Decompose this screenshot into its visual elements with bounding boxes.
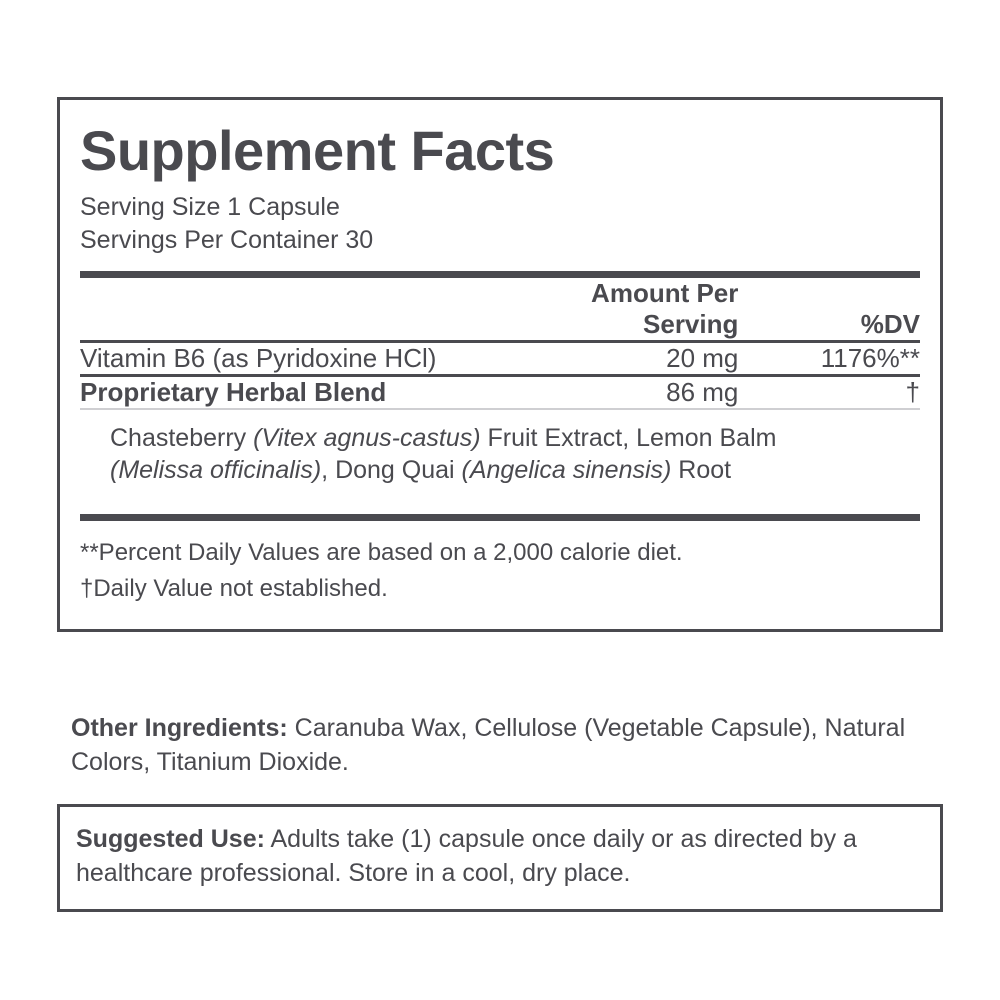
blend-text-4: Root <box>671 455 732 484</box>
blend-dv: † <box>905 376 920 407</box>
blend-text-1: Chasteberry <box>110 423 254 452</box>
serving-size: Serving Size 1 Capsule <box>80 192 340 221</box>
blend-italic-1: (Vitex agnus-castus) <box>253 423 481 452</box>
table-header-row <box>80 278 920 340</box>
divider-thick-bottom <box>80 514 920 521</box>
other-ingredients-label: Other Ingredients: <box>71 714 288 742</box>
blend-italic-2: (Melissa officinalis) <box>110 455 322 484</box>
other-ingredients <box>57 712 943 780</box>
header-amount-per-serving: Amount Per Serving <box>591 277 739 339</box>
nutrient-name: Vitamin B6 (as Pyridoxine HCl) <box>80 342 437 373</box>
servings-per-container: Servings Per Container 30 <box>80 225 374 254</box>
blend-detail-line-1 <box>110 424 776 452</box>
blend-text-2: Fruit Extract, Lemon Balm <box>480 423 777 452</box>
suggested-use-text: Adults take (1) capsule once daily or as directed by a healthcare professional. Store in a cool, dry place. <box>76 825 857 887</box>
blend-ingredient-list <box>80 410 920 500</box>
blend-name: Proprietary Herbal Blend <box>80 376 387 407</box>
table-row <box>80 377 920 408</box>
blend-text-3: , Dong Quai <box>321 455 462 484</box>
header-nutrient <box>80 278 500 340</box>
page-title: Supplement Facts <box>80 119 555 182</box>
suggested-use-box <box>57 804 943 912</box>
suggested-use-label: Suggested Use: <box>76 825 265 853</box>
footnote-percent-dv: **Percent Daily Values are based on a 2,000 calorie diet. <box>80 538 683 566</box>
nutrition-table <box>80 278 920 340</box>
blend-row-table <box>80 377 920 408</box>
other-ingredients-text: Caranuba Wax, Cellulose (Vegetable Capsule), Natural Colors, Titanium Dioxide. <box>71 714 906 776</box>
blend-amount: 86 mg <box>666 376 739 407</box>
divider-thick-top <box>80 271 920 278</box>
nutrient-dv: 1176%** <box>820 342 920 373</box>
footnote-dagger: †Daily Value not established. <box>80 574 388 602</box>
nutrient-amount: 20 mg <box>666 342 739 373</box>
footnotes <box>80 521 920 607</box>
blend-italic-3: (Angelica sinensis) <box>461 455 672 484</box>
nutrient-rows <box>80 343 920 374</box>
header-percent-dv: %DV <box>860 308 920 339</box>
table-row <box>80 343 920 374</box>
blend-detail-line-2 <box>110 456 731 484</box>
supplement-facts-panel <box>57 97 943 632</box>
